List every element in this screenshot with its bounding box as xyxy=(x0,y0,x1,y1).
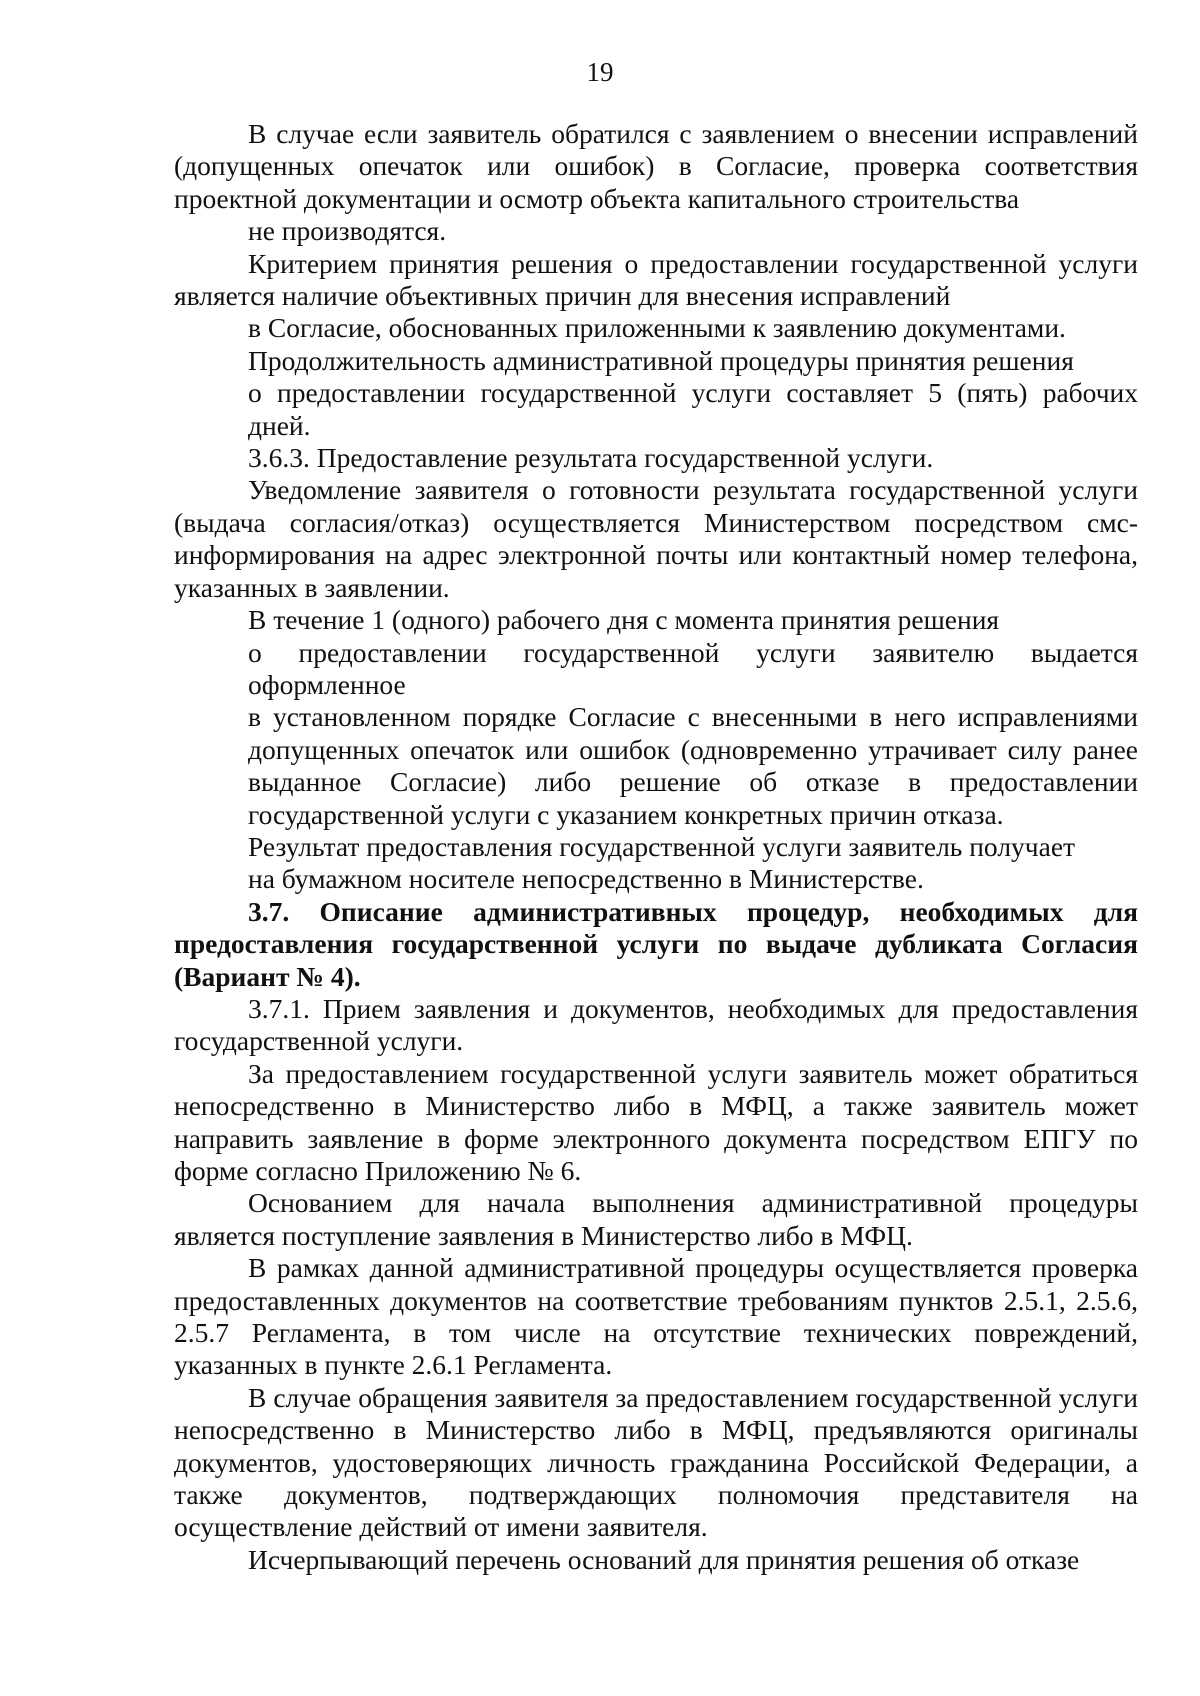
paragraph: Результат предоставления государственной услуги заявитель получает xyxy=(248,830,1076,862)
paragraph: В рамках данной административной процедуры осуществляется проверка предоставленных документов на соответствие требованиям пунктов 2.5.1, 2.5.6, 2.5.7 Регламента, в том числе на отсутствие технических повреждений, указанных в пункте 2.6.1 Регламента. xyxy=(174,1252,1138,1381)
paragraph: В случае обращения заявителя за предоставлением государственной услуги непосредственно в Министерство либо в МФЦ, предъявляются оригиналы документов, удостоверяющих личность гражданина Российской Федерации, а также документов, подтверждающих полномочия представителя на осуществление действий от имени заявителя. xyxy=(174,1381,1138,1543)
paragraph: о предоставлении государственной услуги составляет 5 (пять) рабочих дней. xyxy=(248,377,1138,441)
document-body xyxy=(174,118,1138,1576)
paragraph: 3.7.1. Прием заявления и документов, необходимых для предоставления государственной услуги. xyxy=(174,992,1138,1057)
paragraph: о предоставлении государственной услуги заявителю выдается оформленное xyxy=(248,636,1138,700)
paragraph: в Согласие, обоснованных приложенными к заявлению документами. xyxy=(248,312,1066,344)
paragraph: Критерием принятия решения о предоставлении государственной услуги является наличие объективных причин для внесения исправлений xyxy=(174,247,1138,312)
paragraph: Уведомление заявителя о готовности результата государственной услуги (выдача согласия/отказ) осуществляется Министерством посредством смс-информирования на адрес электронной почты или контактный номер телефона, указанных в заявлении. xyxy=(174,474,1138,603)
paragraph: Исчерпывающий перечень оснований для принятия решения об отказе xyxy=(248,1543,1080,1575)
paragraph: 3.6.3. Предоставление результата государственной услуги. xyxy=(248,442,934,474)
paragraph: на бумажном носителе непосредственно в Министерстве. xyxy=(248,863,924,895)
paragraph: За предоставлением государственной услуги заявитель может обратиться непосредственно в Министерство либо в МФЦ, а также заявитель может направить заявление в форме электронного документа посредством ЕПГУ по форме согласно Приложению № 6. xyxy=(174,1057,1138,1186)
page-number: 19 xyxy=(586,57,614,87)
paragraph: Основанием для начала выполнения административной процедуры является поступление заявления в Министерство либо в МФЦ. xyxy=(174,1187,1138,1251)
paragraph: В случае если заявитель обратился с заявлением о внесении исправлений (допущенных опечаток или ошибок) в Согласие, проверка соответствия проектной документации и осмотр объекта капитального строительства xyxy=(174,118,1138,214)
paragraph: в установленном порядке Согласие с внесенными в него исправлениями допущенных опечаток или ошибок (одновременно утрачивает силу ранее выданное Согласие) либо решение об отказе в предоставлении государственной услуги с указанием конкретных причин отказа. xyxy=(248,701,1138,830)
paragraph: Продолжительность административной процедуры принятия решения xyxy=(248,344,1074,376)
paragraph: не производятся. xyxy=(248,215,447,247)
paragraph: В течение 1 (одного) рабочего дня с момента принятия решения xyxy=(248,604,1000,636)
section-heading: 3.7. Описание административных процедур, необходимых для предоставления государственной услуги по выдаче дубликата Согласия (Вариант № 4). xyxy=(174,895,1138,992)
